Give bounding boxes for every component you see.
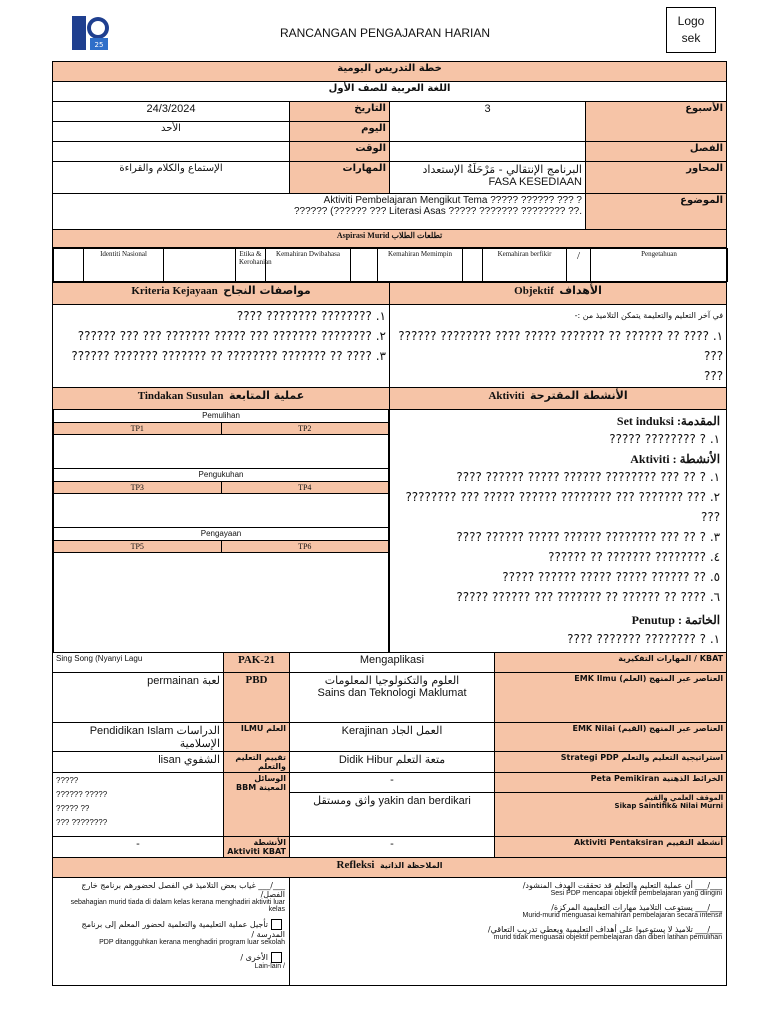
svg-text:25: 25 — [94, 41, 104, 49]
aspirasi-dwibahasa: Kemahiran Dwibahasa — [266, 249, 351, 282]
penutup-heading — [396, 613, 720, 628]
objektif-item: ١. ???? ?? ?????? ?? ??????? ????? ???? ???????? ?????? ??? — [398, 329, 724, 363]
penutup-item: ١. ? ???????? ??????? ???? — [567, 632, 721, 646]
aktiviti-subheading — [396, 452, 720, 467]
aspirasi-check-1[interactable] — [54, 249, 84, 282]
kriteria-item: ٣. ???? ?? ??????? ???????? ?? ??????? ??????? ?????? — [71, 349, 386, 363]
sikap-label-ar: الموقف العلمي والقيم — [644, 794, 724, 802]
aktiviti-item: ٣. ? ?? ??? ???????? ?????? ????? ?????? ???? — [456, 530, 721, 544]
aktiviti-item: ٤. ???????? ??????? ?? ?????? — [548, 550, 721, 564]
ilmu-value: Pendidikan Islam الدراسات الإسلامية — [53, 723, 224, 752]
refleksi-left — [290, 878, 727, 986]
aktiviti-kbat-label — [224, 837, 290, 858]
sikap-value — [290, 793, 495, 837]
topic-value — [53, 194, 586, 230]
pemulihan-label: Pemulihan — [54, 410, 389, 422]
refleksi-option-ms: murid tidak menguasai objektif pembelajaran dan diberi latihan pemulihan — [493, 934, 723, 941]
axis-value — [390, 162, 586, 194]
aspirasi-label: Aspirasi Murid — [336, 231, 390, 240]
aspirasi-pengetahuan: Pengetahuan — [591, 249, 728, 282]
pentaksiran-ms: Aktiviti Pentaksiran — [573, 838, 664, 847]
kriteria-item: ١. ???????? ???????? ???? — [236, 309, 386, 323]
emk-ilmu-value — [290, 673, 495, 723]
aktiviti-item: ٢. ??? ??????? ??? ???????? ?????? ????? ??? ???????? ??? — [405, 490, 721, 524]
strategi-ms: Strategi PDP — [560, 753, 619, 762]
strategi-label — [495, 752, 727, 773]
pengukuhan-space — [54, 493, 389, 527]
pemulihan-space — [54, 434, 389, 468]
class-value — [390, 142, 586, 162]
aspirasi-check-4[interactable] — [463, 249, 483, 282]
tindakan-header — [53, 388, 390, 410]
refleksi-option — [57, 881, 285, 913]
aktiviti-kbat-ar: الأنشطة — [253, 838, 286, 847]
pentaksiran-value: - — [290, 837, 495, 858]
aspirasi-header — [53, 230, 727, 248]
pbd-value: permainan لعبة — [53, 673, 224, 723]
penilaian-label: تقييم التعليم والتعلم — [224, 752, 290, 773]
checkbox[interactable] — [271, 919, 282, 930]
refleksi-right — [53, 878, 290, 986]
topic-line-1: Aktiviti Pembelajaran Mengikut Tema ????? ?????? ??? ? — [323, 195, 582, 206]
aktiviti-kbat-ms: Aktiviti KBAT — [227, 847, 286, 856]
refleksi-label: Refleksi — [336, 859, 375, 871]
kriteria-label-ar: مواصفات النجاح — [223, 284, 311, 297]
kriteria-list — [53, 305, 390, 388]
aktiviti-area — [390, 410, 727, 653]
bbm-list — [53, 773, 224, 837]
axis-value-ms: FASA KESEDIAAN — [488, 176, 582, 188]
sikap-value-ms: yakin dan berdikari — [378, 795, 471, 807]
set-induksi-heading — [396, 414, 720, 429]
refleksi-option-ar-text: تأجيل عملية التعليمية والتعلمية لحضور المعلم إلى برنامج المدرسة / — [81, 920, 285, 939]
tp4: TP4 — [221, 481, 389, 493]
emk-nilai-ar: العناصر عبر المنهج (القيم) — [618, 724, 724, 733]
strategi-value: Didik Hibur متعة التعلم — [290, 752, 495, 773]
ilmu-label-ar: العلم — [266, 724, 286, 733]
tp3: TP3 — [54, 481, 222, 493]
refleksi-option — [294, 903, 722, 919]
page-title: RANCANGAN PENGAJARAN HARIAN — [279, 26, 491, 40]
kbat-value: Mengaplikasi — [290, 653, 495, 673]
refleksi-option-ms: Murid-murid menguasai kemahiran pembelajaran secara intensif — [522, 912, 723, 919]
emk-ilmu-label — [495, 673, 727, 723]
refleksi-option-ms: Sesi PDP mencapai objektif pembelajaran yang diingini — [550, 890, 723, 897]
tindakan-label-ar: عملية المتابعة — [228, 389, 305, 402]
week-label: الأسبوع — [586, 102, 727, 142]
kriteria-item: ٢. ???????? ??????? ??? ????? ??????? ??? ??? ?????? — [77, 329, 386, 343]
tp2: TP2 — [221, 422, 389, 434]
school-logo — [70, 12, 112, 54]
plan-title-ar: خطة التدريس اليومية — [53, 62, 727, 82]
refleksi-option-ar — [57, 952, 285, 963]
refleksi-option-ar: ___/___ تلاميذ لا يستوعبوا على أهداف التعليمية ويعطي تدريب التعاقي/ — [487, 925, 723, 934]
pentaksiran-ar: أنشطة التقييم — [666, 838, 724, 847]
bbm-label — [224, 773, 290, 837]
bbm-item: ????? — [56, 776, 79, 785]
tp6: TP6 — [221, 540, 389, 552]
topic-line-2: ?????? (?????? ??? Literasi Asas ????? ??????? ???????? ??. — [293, 206, 582, 217]
peta-value: - — [290, 773, 495, 793]
checkbox[interactable] — [271, 952, 282, 963]
sikap-label — [495, 793, 727, 837]
tp1: TP1 — [54, 422, 222, 434]
tp5: TP5 — [54, 540, 222, 552]
bbm-item: ?????? ????? — [56, 790, 108, 799]
refleksi-option-ar — [57, 919, 285, 939]
pbd-label: PBD — [224, 673, 290, 723]
kriteria-header — [53, 283, 390, 305]
emk-ilmu-ms: EMK Ilmu — [574, 674, 617, 683]
refleksi-option-ms: Lain-lain / — [254, 963, 285, 970]
aspirasi-label-ar: تطلعات الطلاب — [391, 231, 443, 240]
aspirasi-identiti: Identiti Nasional — [84, 249, 164, 282]
ilmu-label — [224, 723, 290, 752]
aspirasi-memimpin: Kemahiran Memimpin — [378, 249, 463, 282]
objektif-list — [390, 305, 727, 388]
aktiviti-label-ar: الأنشطة المقترحة — [530, 389, 628, 402]
sikap-label-ms: Sikap Saintifik& Nilai Murni — [614, 802, 724, 810]
refleksi-option-ar: ___/___ غياب بعض التلاميذ في الفصل لحضورهم برنامج خارج الفصل/ — [81, 881, 285, 899]
logo-sek-box: Logo sek — [666, 7, 716, 53]
skills-value: الإستماع والكلام والقراءة — [53, 162, 290, 194]
lesson-plan-table — [52, 61, 727, 986]
objektif-item: ??? — [703, 369, 724, 383]
kbat-label: KBAT / المهارات التفكيرية — [495, 653, 727, 673]
aktiviti-item: ١. ? ?? ??? ???????? ?????? ????? ?????? ???? — [456, 470, 721, 484]
skills-label: المهارات — [290, 162, 390, 194]
peta-ms: Peta Pemikiran — [590, 774, 660, 783]
subject-ar: اللغة العربية للصف الأول — [53, 82, 727, 102]
ilmu-label-ms: ILMU — [240, 724, 264, 733]
kriteria-label: Kriteria Kejayaan — [131, 285, 218, 297]
peta-ar: الخرائط الذهنية — [662, 774, 724, 783]
bbm-label-ar: الوسائل المعينة — [254, 774, 286, 792]
emk-nilai-label — [495, 723, 727, 752]
peta-label — [495, 773, 727, 793]
week-value: 3 — [390, 102, 586, 142]
set-induksi-item: ١. ? ???????? ????? — [609, 432, 721, 446]
aspirasi-row — [53, 248, 727, 283]
emk-ilmu-value-ar: العلوم والتكنولوجيا المعلومات — [324, 674, 460, 687]
penutup-ar: الخاتمة : — [677, 613, 721, 627]
set-induksi-label: Set induksi — [616, 414, 674, 428]
refleksi-option-ms: PDP ditangguhkan kerana menghadiri program luar sekolah — [99, 939, 285, 946]
date-label: التاريخ — [290, 102, 390, 122]
pentaksiran-label — [495, 837, 727, 858]
time-value — [53, 142, 290, 162]
tindakan-label: Tindakan Susulan — [137, 390, 224, 402]
set-induksi-ar: المقدمة: — [676, 414, 721, 428]
emk-ilmu-value-ms: Sains dan Teknologi Maklumat — [317, 687, 467, 699]
tindakan-area — [53, 410, 390, 653]
emk-nilai-ms: EMK Nilai — [572, 724, 616, 733]
pak21-value: Sing Song (Nyanyi Lagu — [53, 653, 224, 673]
day-label: اليوم — [290, 122, 390, 142]
pak21-label: PAK-21 — [224, 653, 290, 673]
refleksi-option-ar-text: الأخرى / — [240, 953, 268, 962]
objektif-header — [390, 283, 727, 305]
pengukuhan-label: Pengukuhan — [54, 468, 389, 481]
penutup-label: Penutup — [631, 613, 675, 627]
axis-value-ar: البرنامج الإنتقالي - مَرْحَلَةُ الإستعداد — [422, 163, 582, 176]
axis-label: المحاور — [586, 162, 727, 194]
objektif-label-ar: الأهداف — [559, 284, 602, 297]
aspirasi-check-2[interactable] — [164, 249, 236, 282]
aspirasi-etika: Etika & Kerohanian — [236, 249, 266, 282]
refleksi-option — [294, 881, 722, 897]
aktiviti-item: ٥. ?? ?????? ????? ????? ?????? ????? — [502, 570, 721, 584]
refleksi-option — [57, 919, 285, 946]
refleksi-option — [57, 952, 285, 970]
aspirasi-check-3[interactable] — [351, 249, 378, 282]
aktiviti-item: ٦. ???? ?? ?????? ?? ??????? ??? ?????? ????? — [456, 590, 721, 604]
day-value: الأحد — [53, 122, 290, 142]
penilaian-value: lisan الشفوي — [53, 752, 224, 773]
bbm-item: ??? ???????? — [56, 818, 108, 827]
pengayaan-space — [54, 552, 389, 652]
pengayaan-label: Pengayaan — [54, 527, 389, 540]
date-value: 24/3/2024 — [53, 102, 290, 122]
aktiviti-list — [396, 467, 720, 607]
sikap-value-ar: واثق ومستقل — [313, 794, 376, 807]
refleksi-label-ar: الملاحظة الذاتية — [379, 861, 443, 870]
aktiviti-kbat-value: - — [53, 837, 224, 858]
time-label: الوقت — [290, 142, 390, 162]
refleksi-header — [53, 858, 727, 878]
objektif-intro: في آخر التعليم والتعليمة يتمكن التلاميذ من :- — [574, 311, 724, 320]
bbm-item: ????? ?? — [56, 804, 90, 813]
aktiviti-header — [390, 388, 727, 410]
refleksi-option-ms: sebahagian murid tiada di dalam kelas kerana menghadiri aktiviti luar kelas — [70, 899, 285, 913]
aktiviti-sub-ar: الأنشطة : — [672, 452, 721, 466]
objektif-label: Objektif — [514, 285, 554, 297]
emk-ilmu-ar: العناصر عبر المنهج (العلم) — [619, 674, 724, 683]
class-label: الفصل — [586, 142, 727, 162]
aspirasi-check-5[interactable]: / — [567, 249, 591, 282]
aktiviti-sub-label: Aktiviti — [630, 452, 670, 466]
aspirasi-berfikir: Kemahiran berfikir — [483, 249, 567, 282]
emk-nilai-value: Kerajinan العمل الجاد — [290, 723, 495, 752]
bbm-label-ms: BBM — [236, 783, 257, 792]
refleksi-option — [294, 925, 722, 941]
refleksi-option-ar: ___/___ يستوعب التلاميذ مهارات التعليمية المركزة/ — [551, 903, 723, 912]
strategi-ar: استراتيجية التعليم والتعلم — [621, 753, 724, 762]
topic-label: الموضوع — [586, 194, 727, 230]
refleksi-option-ar: ___/___ أن عملية التعليم والتعلم قد تحققت الهدف المنشود/ — [522, 881, 723, 890]
aktiviti-label: Aktiviti — [488, 390, 525, 402]
